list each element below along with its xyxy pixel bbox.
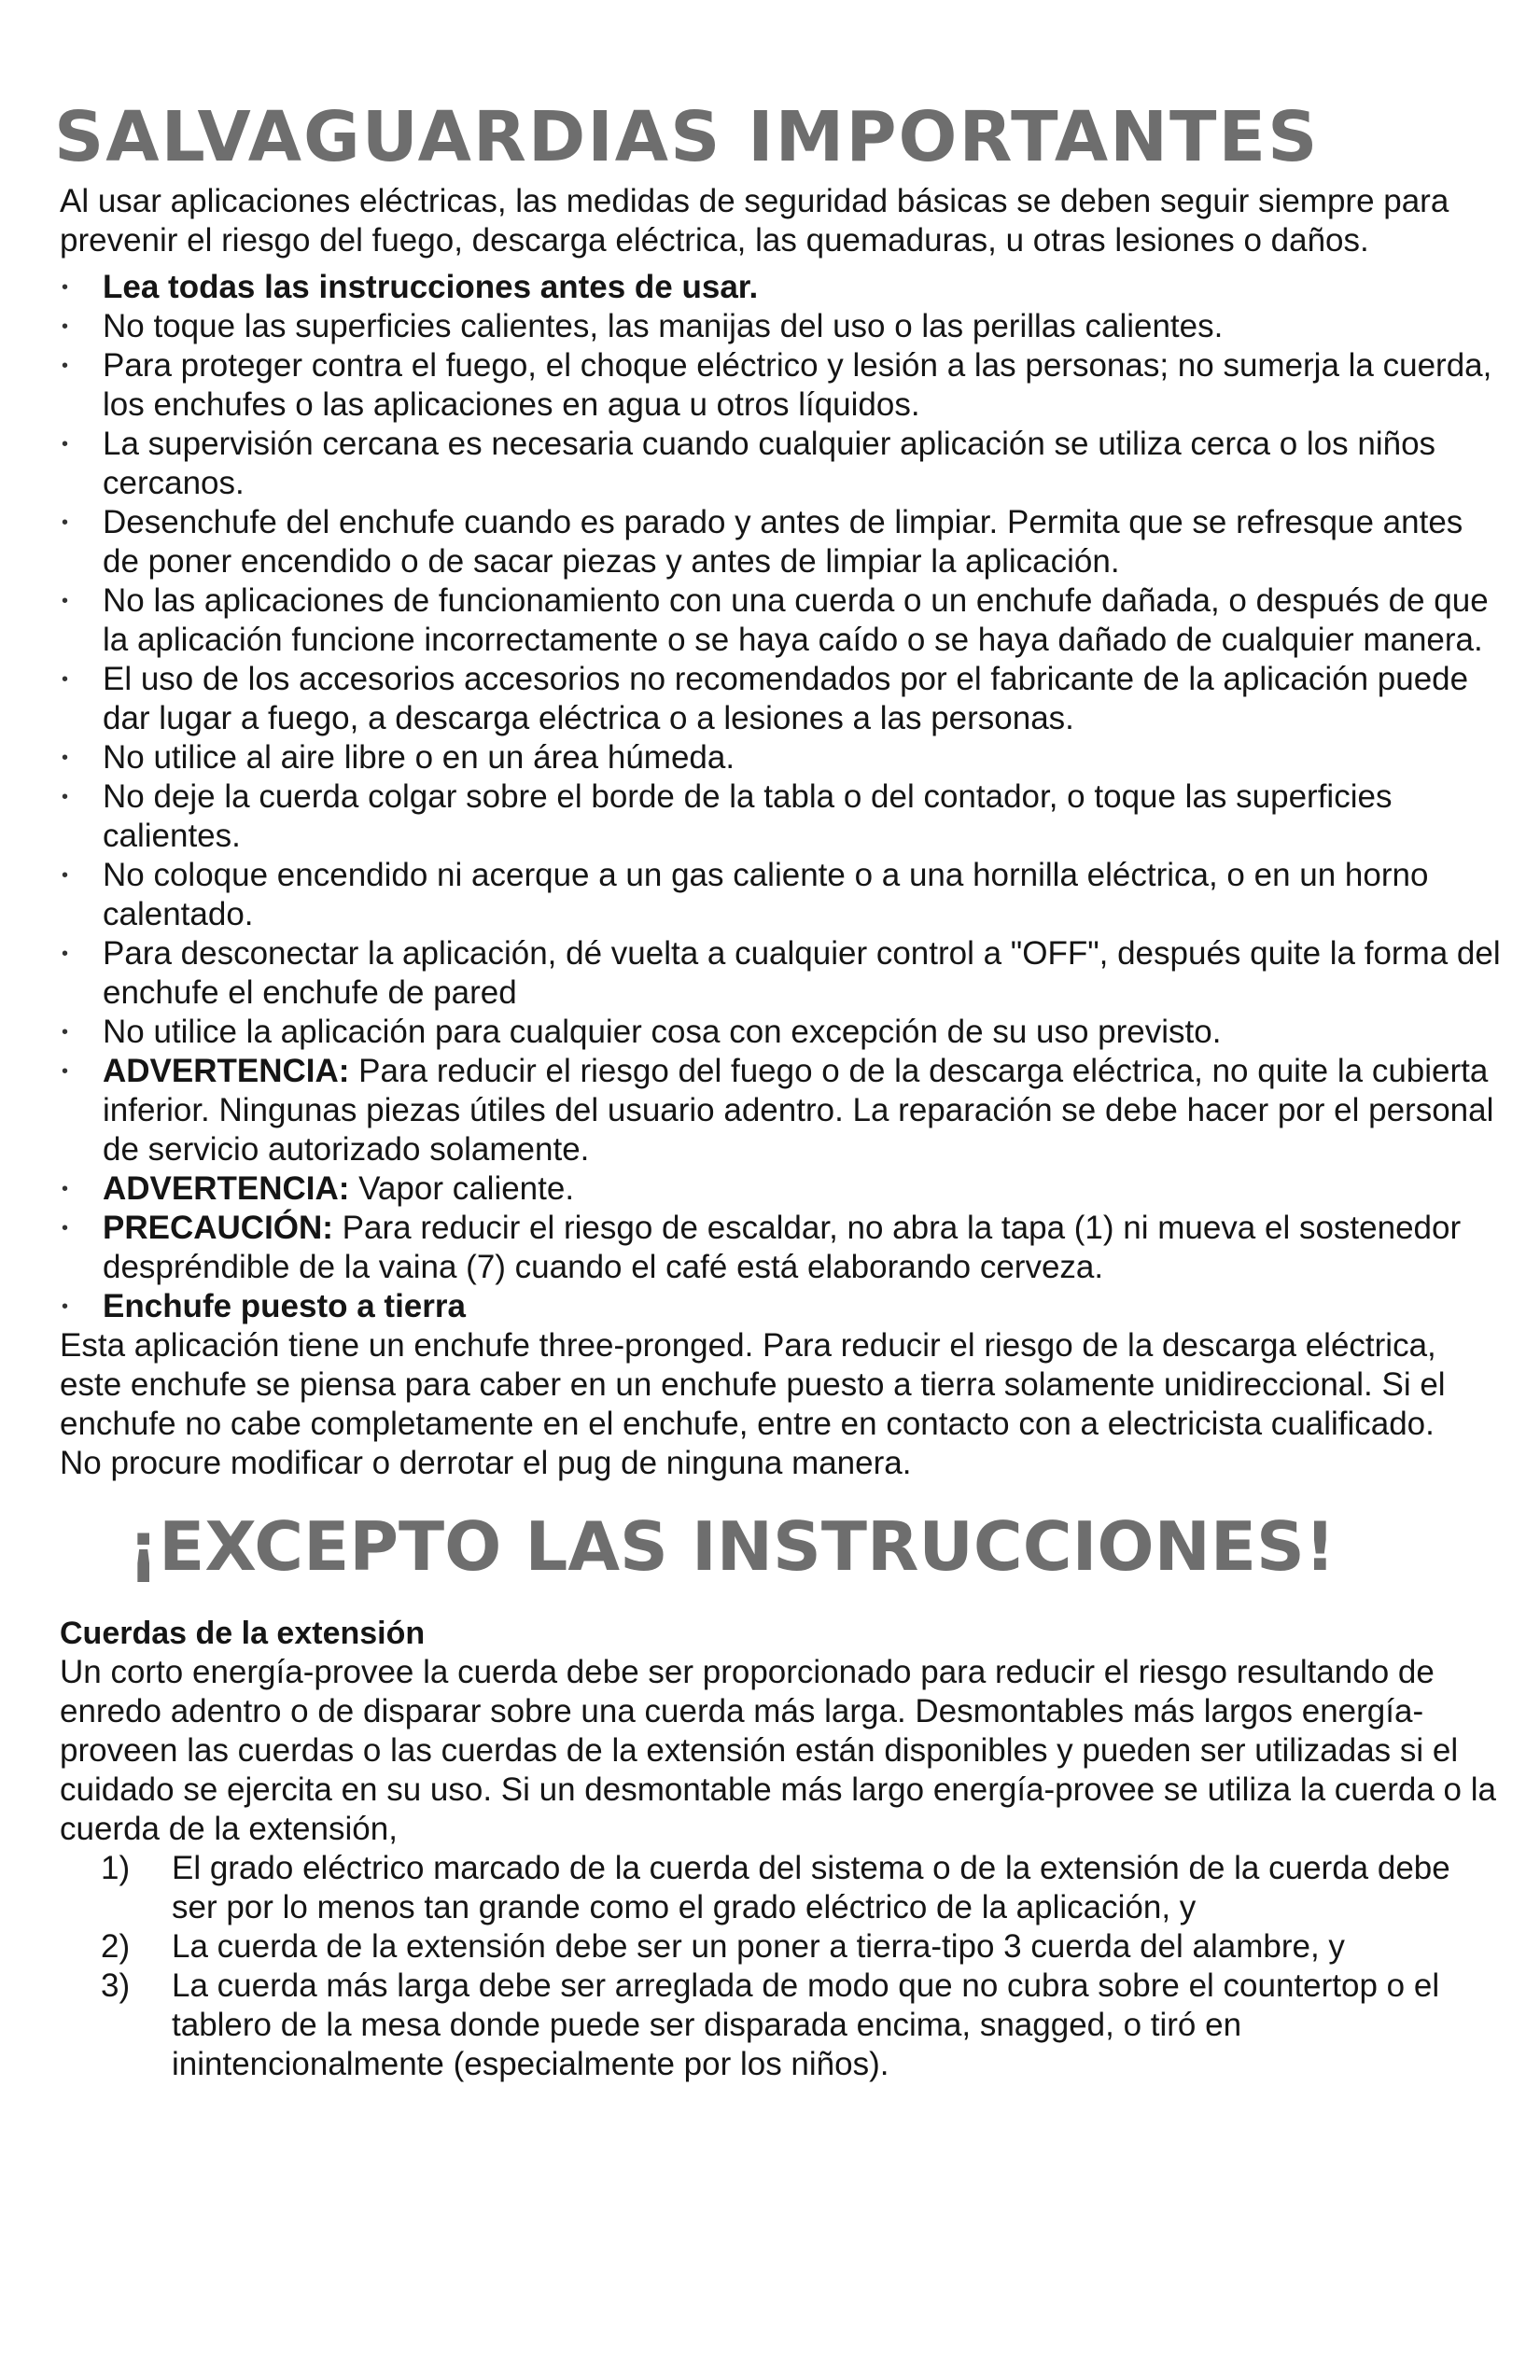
extension-list-item xyxy=(60,1849,1478,1927)
bullet-icon: • xyxy=(62,1296,69,1317)
document-page xyxy=(54,97,1516,2084)
bullet-icon: • xyxy=(62,434,69,455)
safeguard-item xyxy=(60,777,1503,856)
safeguard-text: Vapor caliente. xyxy=(349,1170,575,1207)
safeguard-text: Para desconectar la aplicación, dé vuelta a cualquier control a "OFF", después quite la forma del enchufe el enchufe de pared xyxy=(103,935,1501,1011)
bullet-icon: • xyxy=(62,1179,69,1199)
safeguard-item xyxy=(60,1209,1503,1287)
bullet-icon: • xyxy=(62,512,69,533)
safeguard-item xyxy=(60,1169,1503,1209)
safeguard-text: La supervisión cercana es necesaria cuando cualquier aplicación se utiliza cerca o los niños cercanos. xyxy=(103,426,1436,501)
bullet-icon: • xyxy=(62,1061,69,1082)
safeguard-item xyxy=(60,1052,1503,1169)
safeguard-text: No utilice la aplicación para cualquier cosa con excepción de su uso previsto. xyxy=(103,1014,1222,1050)
safeguard-text: No coloque encendido ni acerque a un gas caliente o a una hornilla eléctrica, o en un horno calentado. xyxy=(103,857,1429,932)
safeguard-item xyxy=(60,581,1503,660)
extension-list-item xyxy=(60,1967,1478,2084)
safeguard-item xyxy=(60,856,1503,934)
safeguard-item xyxy=(60,346,1503,425)
main-title: SALVAGUARDIAS IMPORTANTES xyxy=(54,97,1320,177)
extension-cords-heading: Cuerdas de la extensión xyxy=(60,1616,426,1651)
safeguard-lead: ADVERTENCIA: xyxy=(103,1170,350,1207)
safeguard-lead: Enchufe puesto a tierra xyxy=(103,1288,466,1324)
safeguard-item xyxy=(60,503,1503,581)
bullet-icon: • xyxy=(62,356,69,376)
safeguard-item xyxy=(60,307,1503,346)
safeguard-text: No utilice al aire libre o en un área húmeda. xyxy=(103,739,735,776)
safeguard-item xyxy=(60,1013,1503,1052)
bullet-icon: • xyxy=(62,1022,69,1043)
safeguard-item xyxy=(60,934,1503,1013)
list-number: 1) xyxy=(101,1850,131,1886)
list-item-text: La cuerda de la extensión debe ser un poner a tierra-tipo 3 cuerda del alambre, y xyxy=(172,1928,1345,1965)
safeguard-text: No las aplicaciones de funcionamiento con una cuerda o un enchufe dañada, o después de que la aplicación funcione incorrectamente o se haya caído o se haya dañado de cualquier manera. xyxy=(103,582,1489,658)
bullet-icon: • xyxy=(62,669,69,690)
extension-list-item xyxy=(60,1927,1478,1967)
safeguard-item xyxy=(60,738,1503,777)
safeguard-item xyxy=(60,660,1503,738)
extension-cords-list xyxy=(60,1849,1516,2084)
safeguard-text: El uso de los accesorios accesorios no recomendados por el fabricante de la aplicación puede dar lugar a fuego, a descarga eléctrica o a lesiones a las personas. xyxy=(103,661,1469,736)
safeguard-lead: PRECAUCIÓN: xyxy=(103,1210,333,1246)
safeguard-item xyxy=(60,268,1503,307)
bullet-icon: • xyxy=(62,787,69,807)
safeguard-text: No toque las superficies calientes, las manijas del uso o las perillas calientes. xyxy=(103,308,1224,344)
extension-cords-paragraph: Un corto energía-provee la cuerda debe ser proporcionado para reducir el riesgo resultando de enredo adentro o de disparar sobre una cuerda más larga. Desmontables más largos energía-proveen las cuerdas o las cuerdas de la extensión están disponibles y pueden ser utilizadas si el cuidado se ejercita en su uso. Si un desmontable más largo energía-provee se utiliza la cuerda o la cuerda de la extensión, xyxy=(60,1654,1496,1847)
bullet-icon: • xyxy=(62,591,69,611)
safeguards-list xyxy=(60,268,1516,1326)
safeguard-text: Para reducir el riesgo de escaldar, no abra la tapa (1) ni mueva el sostenedor despréndible de la vaina (7) cuando el café está elaborando cerveza. xyxy=(103,1210,1462,1285)
list-item-text: El grado eléctrico marcado de la cuerda del sistema o de la extensión de la cuerda debe ser por lo menos tan grande como el grado eléctrico de la aplicación, y xyxy=(172,1850,1450,1925)
safeguard-text: Desenchufe del enchufe cuando es parado y antes de limpiar. Permita que se refresque antes de poner encendido o de sacar piezas y antes de limpiar la aplicación. xyxy=(103,504,1463,580)
bullet-icon: • xyxy=(62,944,69,964)
safeguard-item xyxy=(60,425,1503,503)
bullet-icon: • xyxy=(62,316,69,337)
bullet-icon: • xyxy=(62,865,69,886)
safeguard-text: Para proteger contra el fuego, el choque eléctrico y lesión a las personas; no sumerja la cuerda, los enchufes o las aplicaciones en agua u otros líquidos. xyxy=(103,347,1492,423)
list-item-text: La cuerda más larga debe ser arreglada de modo que no cubra sobre el countertop o el tablero de la mesa donde puede ser disparada encima, snagged, o tiró en inintencionalmente (especialmente por los niños). xyxy=(172,1967,1440,2082)
bullet-icon: • xyxy=(62,748,69,768)
safeguard-lead: Lea todas las instrucciones antes de usar. xyxy=(103,269,759,305)
safeguard-text: Para reducir el riesgo del fuego o de la descarga eléctrica, no quite la cubierta inferior. Ningunas piezas útiles del usuario adentro. La reparación se debe hacer por el personal de servicio autorizado solamente. xyxy=(103,1053,1494,1168)
bullet-icon: • xyxy=(62,1218,69,1239)
safeguard-lead: ADVERTENCIA: xyxy=(103,1053,350,1089)
intro-paragraph: Al usar aplicaciones eléctricas, las medidas de seguridad básicas se deben seguir siempre para prevenir el riesgo del fuego, descarga eléctrica, las quemaduras, u otras lesiones o daños. xyxy=(60,183,1449,259)
safeguard-item xyxy=(60,1287,1503,1326)
safeguard-text: No deje la cuerda colgar sobre el borde de la tabla o del contador, o toque las superficies calientes. xyxy=(103,778,1393,854)
list-number: 2) xyxy=(101,1928,131,1965)
bullet-icon: • xyxy=(62,277,69,298)
keep-instructions-title: ¡EXCEPTO LAS INSTRUCCIONES! xyxy=(128,1507,1336,1586)
list-number: 3) xyxy=(101,1967,131,2004)
grounded-plug-paragraph: Esta aplicación tiene un enchufe three-pronged. Para reducir el riesgo de la descarga eléctrica, este enchufe se piensa para caber en un enchufe puesto a tierra solamente unidireccional. Si el enchufe no cabe completamente en el enchufe, entre en contacto con a electricista cualificado. No procure modificar o derrotar el pug de ninguna manera. xyxy=(60,1327,1446,1481)
